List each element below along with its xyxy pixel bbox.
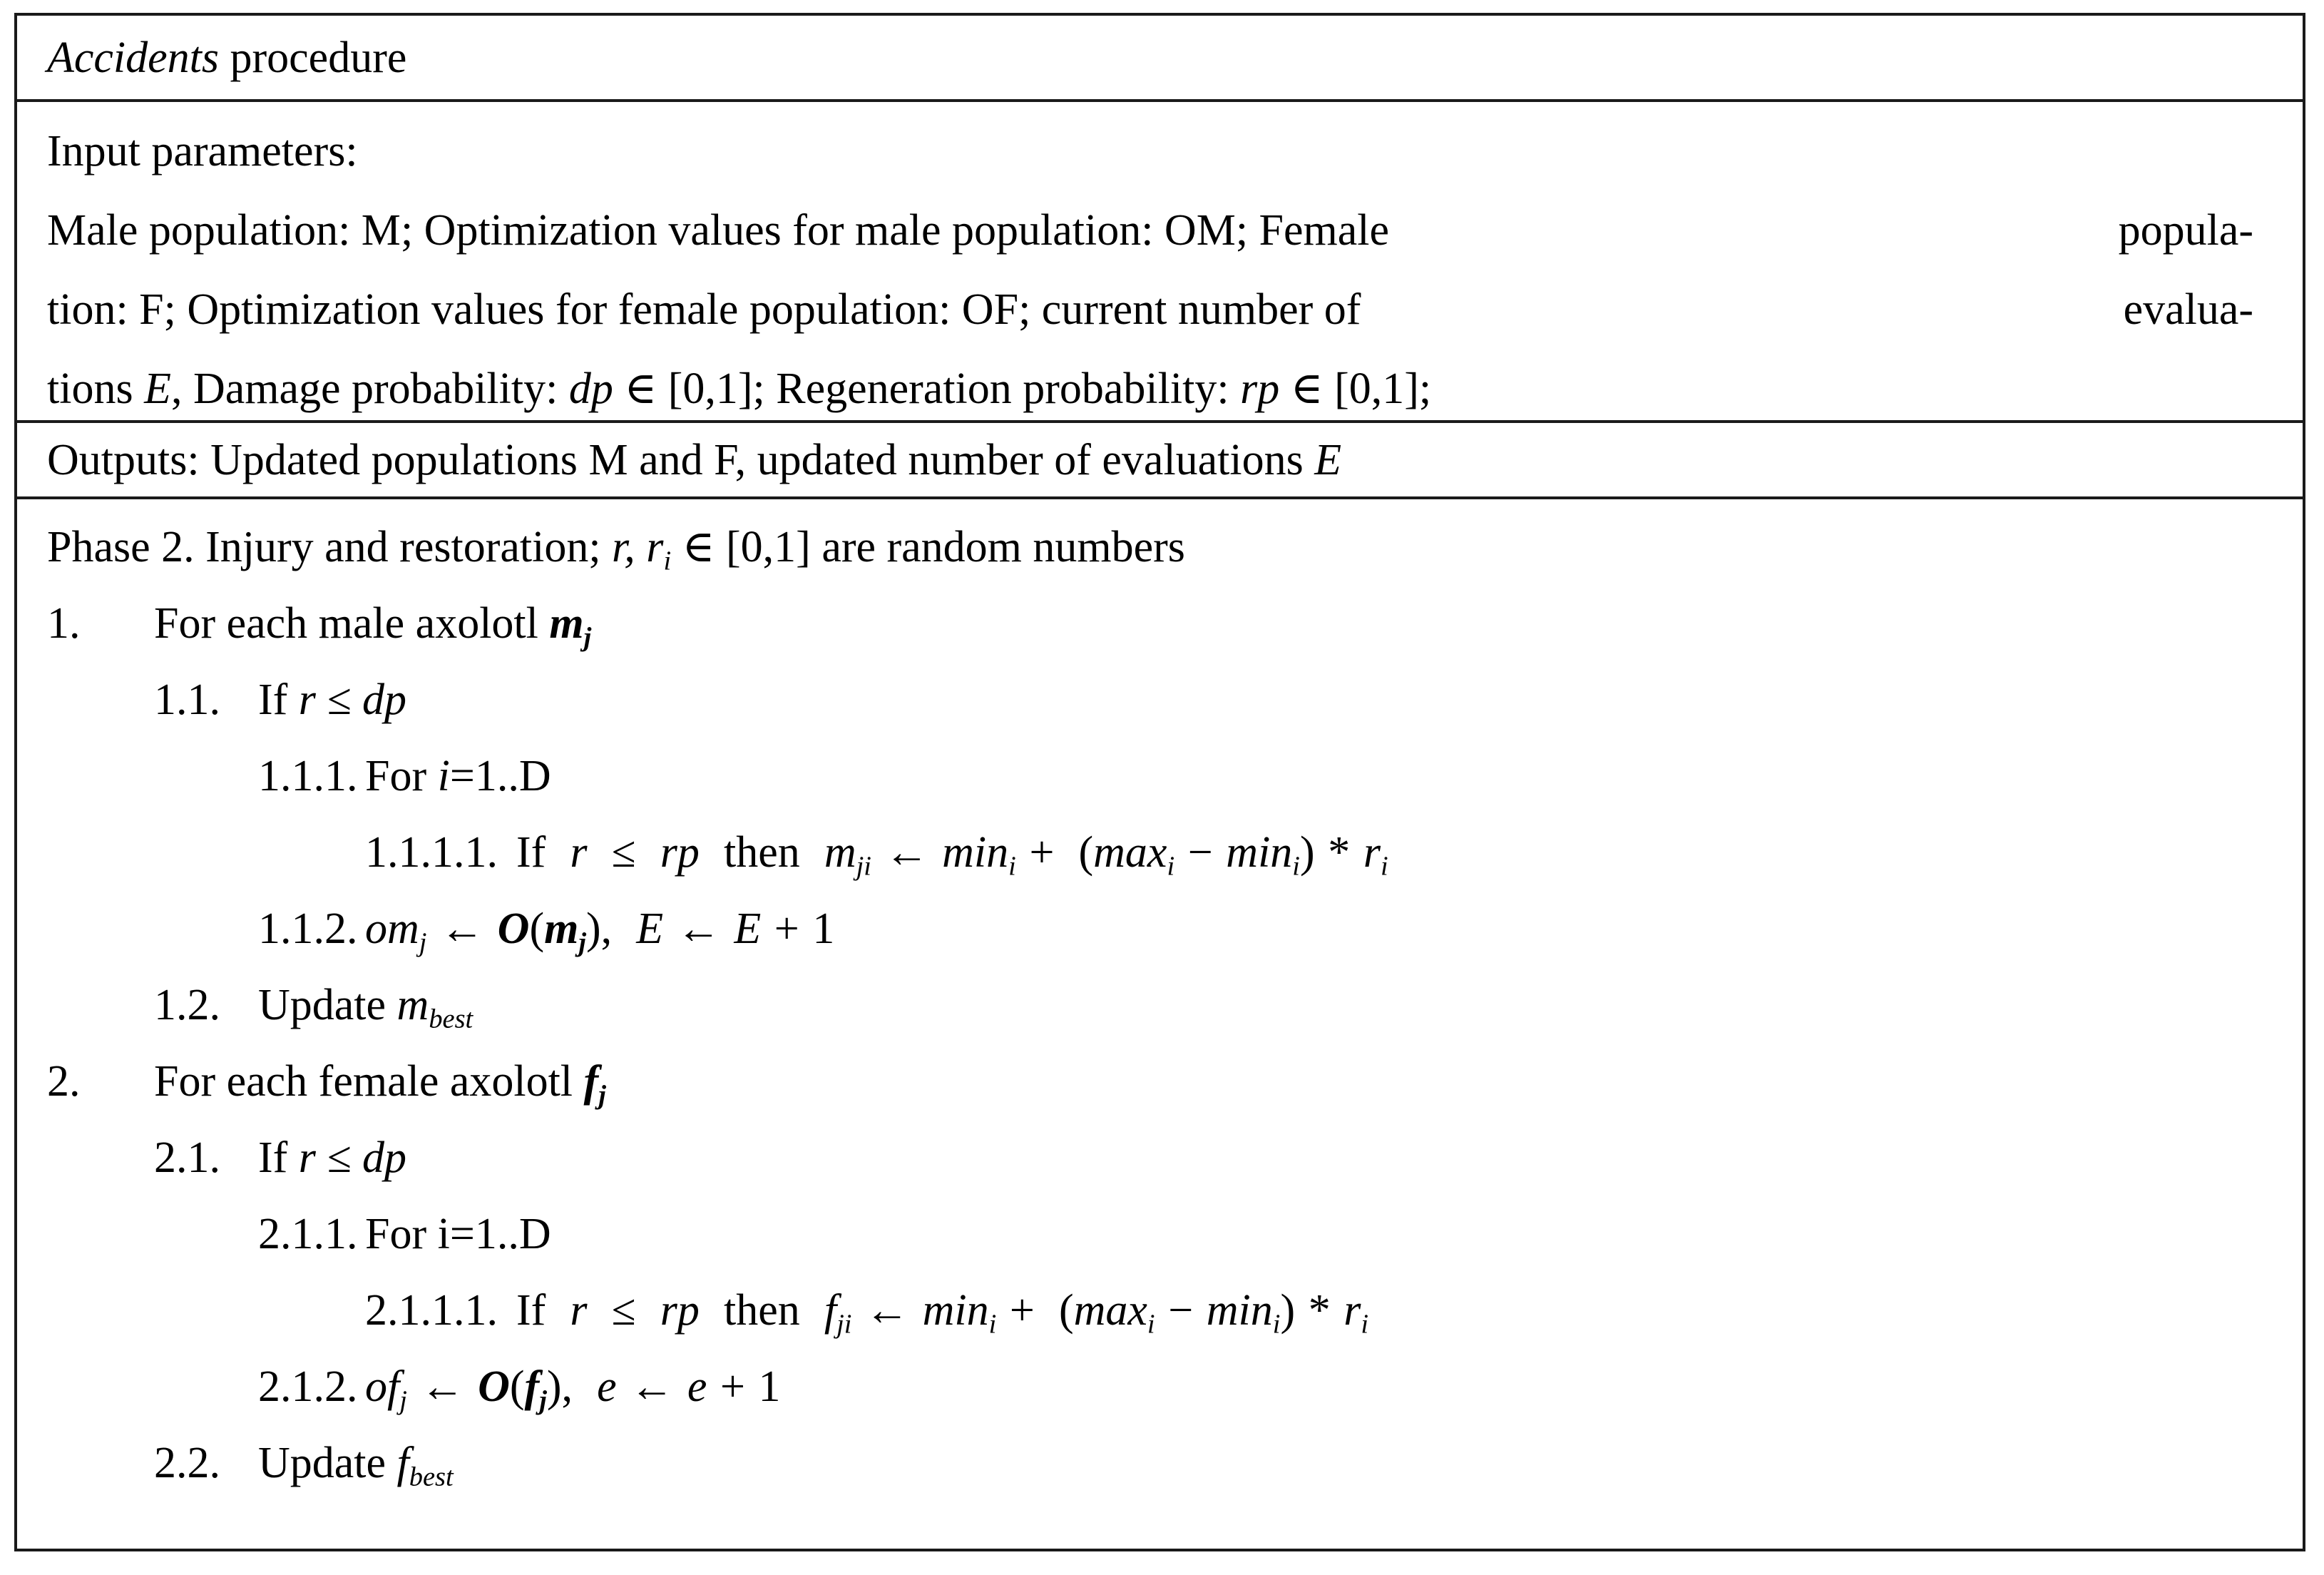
- step-2-symbol: f: [583, 1057, 599, 1106]
- phase-heading-text: [47, 509, 1185, 586]
- step-1-1-symbol: r: [298, 676, 316, 724]
- step-2-1-1-1-text: If r ≤ rp then $f_{ji}$ ← $\min_i + (\max_i - \min_i) * r_i$: [516, 1286, 1369, 1340]
- step-1-1-condition: ≤ dp: [315, 676, 406, 724]
- line3-middle: , Damage probability:: [170, 365, 569, 413]
- step-1-1-2-number: 1.1.2.: [258, 904, 358, 953]
- step-2-1-body: If: [258, 1133, 299, 1182]
- step-2-text: [154, 1044, 606, 1120]
- phase-heading: [47, 509, 2274, 586]
- algorithm-box: [14, 13, 2305, 1551]
- step-1-1-2: [47, 891, 2274, 967]
- step-2-1-2: [47, 1349, 2274, 1425]
- step-1-1-number: 1.1.: [154, 676, 220, 724]
- step-2-1-text: [258, 1120, 406, 1196]
- step-1-1-body: If: [258, 676, 299, 724]
- step-1-2-body: Update: [258, 981, 397, 1029]
- step-1-1-1-body: For: [365, 752, 438, 800]
- step-2-2: [47, 1425, 2274, 1502]
- step-2-number: 2.: [47, 1057, 81, 1106]
- step-2-1-condition: ≤ dp: [315, 1133, 406, 1182]
- step-2-1-1-text: For i=1..D: [365, 1210, 551, 1258]
- step-1-1-1-1-number: 1.1.1.1.: [365, 828, 498, 877]
- phase-label: Phase 2. Injury and restoration;: [47, 523, 613, 571]
- step-1-number: 1.: [47, 599, 81, 648]
- step-1-1-1-text: [365, 738, 551, 815]
- step-2-2-subscript: best: [409, 1462, 454, 1492]
- outputs-row: [17, 423, 2303, 499]
- input-parameters-line-1: [47, 191, 2253, 270]
- input-parameters-line-2-left: tion: F; Optimization values for female population: OF; current number of: [47, 285, 1361, 334]
- page-title: [47, 33, 407, 82]
- step-2-2-body: Update: [258, 1439, 397, 1487]
- step-2-2-number: 2.2.: [154, 1439, 220, 1487]
- step-2-1-1: [47, 1196, 2274, 1273]
- step-2-2-text: [258, 1425, 454, 1502]
- step-1-body: For each male axolotl: [154, 599, 550, 648]
- outputs-text: [47, 435, 1342, 484]
- step-2-body: For each female axolotl: [154, 1057, 584, 1106]
- line3-range-1: ∈ [0,1]; Regeneration probability:: [613, 365, 1241, 413]
- step-2-1-1-1: [47, 1273, 2274, 1349]
- step-1-2-symbol: m: [396, 981, 429, 1029]
- step-1-1: [47, 662, 2274, 738]
- title-italic-word: Accidents: [47, 33, 220, 82]
- step-1-1-1-1-text: If r ≤ rp then $m_{ji}$ ← $\min_i + (\max_i - \min_i) * r_i$: [516, 828, 1388, 882]
- input-parameters-line-1-left: Male population: M; Optimization values for male population: OM; Female: [47, 206, 1390, 255]
- symbol-dp: dp: [568, 365, 613, 413]
- step-1-symbol: m: [549, 599, 584, 648]
- step-2-1-2-text: $of_j$ ← $O(f_j)$, e ← e + 1: [365, 1362, 781, 1416]
- step-1-2: [47, 967, 2274, 1044]
- step-2-1-number: 2.1.: [154, 1133, 220, 1182]
- step-2-1-symbol: r: [298, 1133, 316, 1182]
- step-1-1-1-number: 1.1.1.: [258, 752, 358, 800]
- symbol-E: E: [144, 365, 171, 413]
- step-1-text: [154, 586, 591, 662]
- step-1-1-2-text: $om_j$ ← $O(m_j)$, E ← E + 1: [365, 904, 835, 958]
- step-1-2-subscript: best: [429, 1004, 473, 1034]
- step-1-2-number: 1.2.: [154, 981, 220, 1029]
- step-1-1-1-1: [47, 815, 2274, 891]
- step-1-1-1-range: =1..D: [449, 752, 551, 800]
- step-2-1-1-1-number: 2.1.1.1.: [365, 1286, 498, 1335]
- phase-steps-row: [17, 499, 2303, 1502]
- input-parameters-line-2: [47, 270, 2253, 350]
- outputs-prefix: Outputs: Updated populations M and F, updated number of evaluations: [47, 435, 1315, 484]
- input-parameters-line-1-right: popula-: [2118, 206, 2253, 255]
- step-2-subscript: j: [598, 1080, 606, 1111]
- step-2-1-1-number: 2.1.1.: [258, 1210, 358, 1258]
- phase-tail: ∈ [0,1] are random numbers: [671, 523, 1185, 571]
- step-1-1-1-loopvar: i: [437, 752, 450, 800]
- step-1-2-text: [258, 967, 473, 1044]
- step-2-1-2-number: 2.1.2.: [258, 1362, 358, 1411]
- line3-range-2: ∈ [0,1];: [1279, 365, 1432, 413]
- step-1-1-1: [47, 738, 2274, 815]
- step-2: [47, 1044, 2274, 1120]
- step-2-1: [47, 1120, 2274, 1196]
- phase-vars: r, r: [612, 523, 664, 571]
- step-2-2-symbol: f: [396, 1439, 409, 1487]
- line3-prefix: tions: [47, 365, 145, 413]
- step-1: [47, 586, 2274, 662]
- outputs-symbol-E: E: [1314, 435, 1342, 484]
- title-rest: procedure: [219, 33, 407, 82]
- input-parameters-line-3: [47, 350, 2274, 429]
- step-1-subscript: j: [583, 622, 592, 653]
- step-1-1-text: [258, 662, 406, 738]
- input-parameters-row: [17, 102, 2303, 423]
- algorithm-title-row: [17, 16, 2303, 102]
- symbol-rp: rp: [1240, 365, 1280, 413]
- phase-var-subscript: i: [663, 546, 672, 576]
- input-parameters-heading: Input parameters:: [47, 127, 358, 175]
- input-parameters-line-2-right: evalua-: [2123, 285, 2253, 334]
